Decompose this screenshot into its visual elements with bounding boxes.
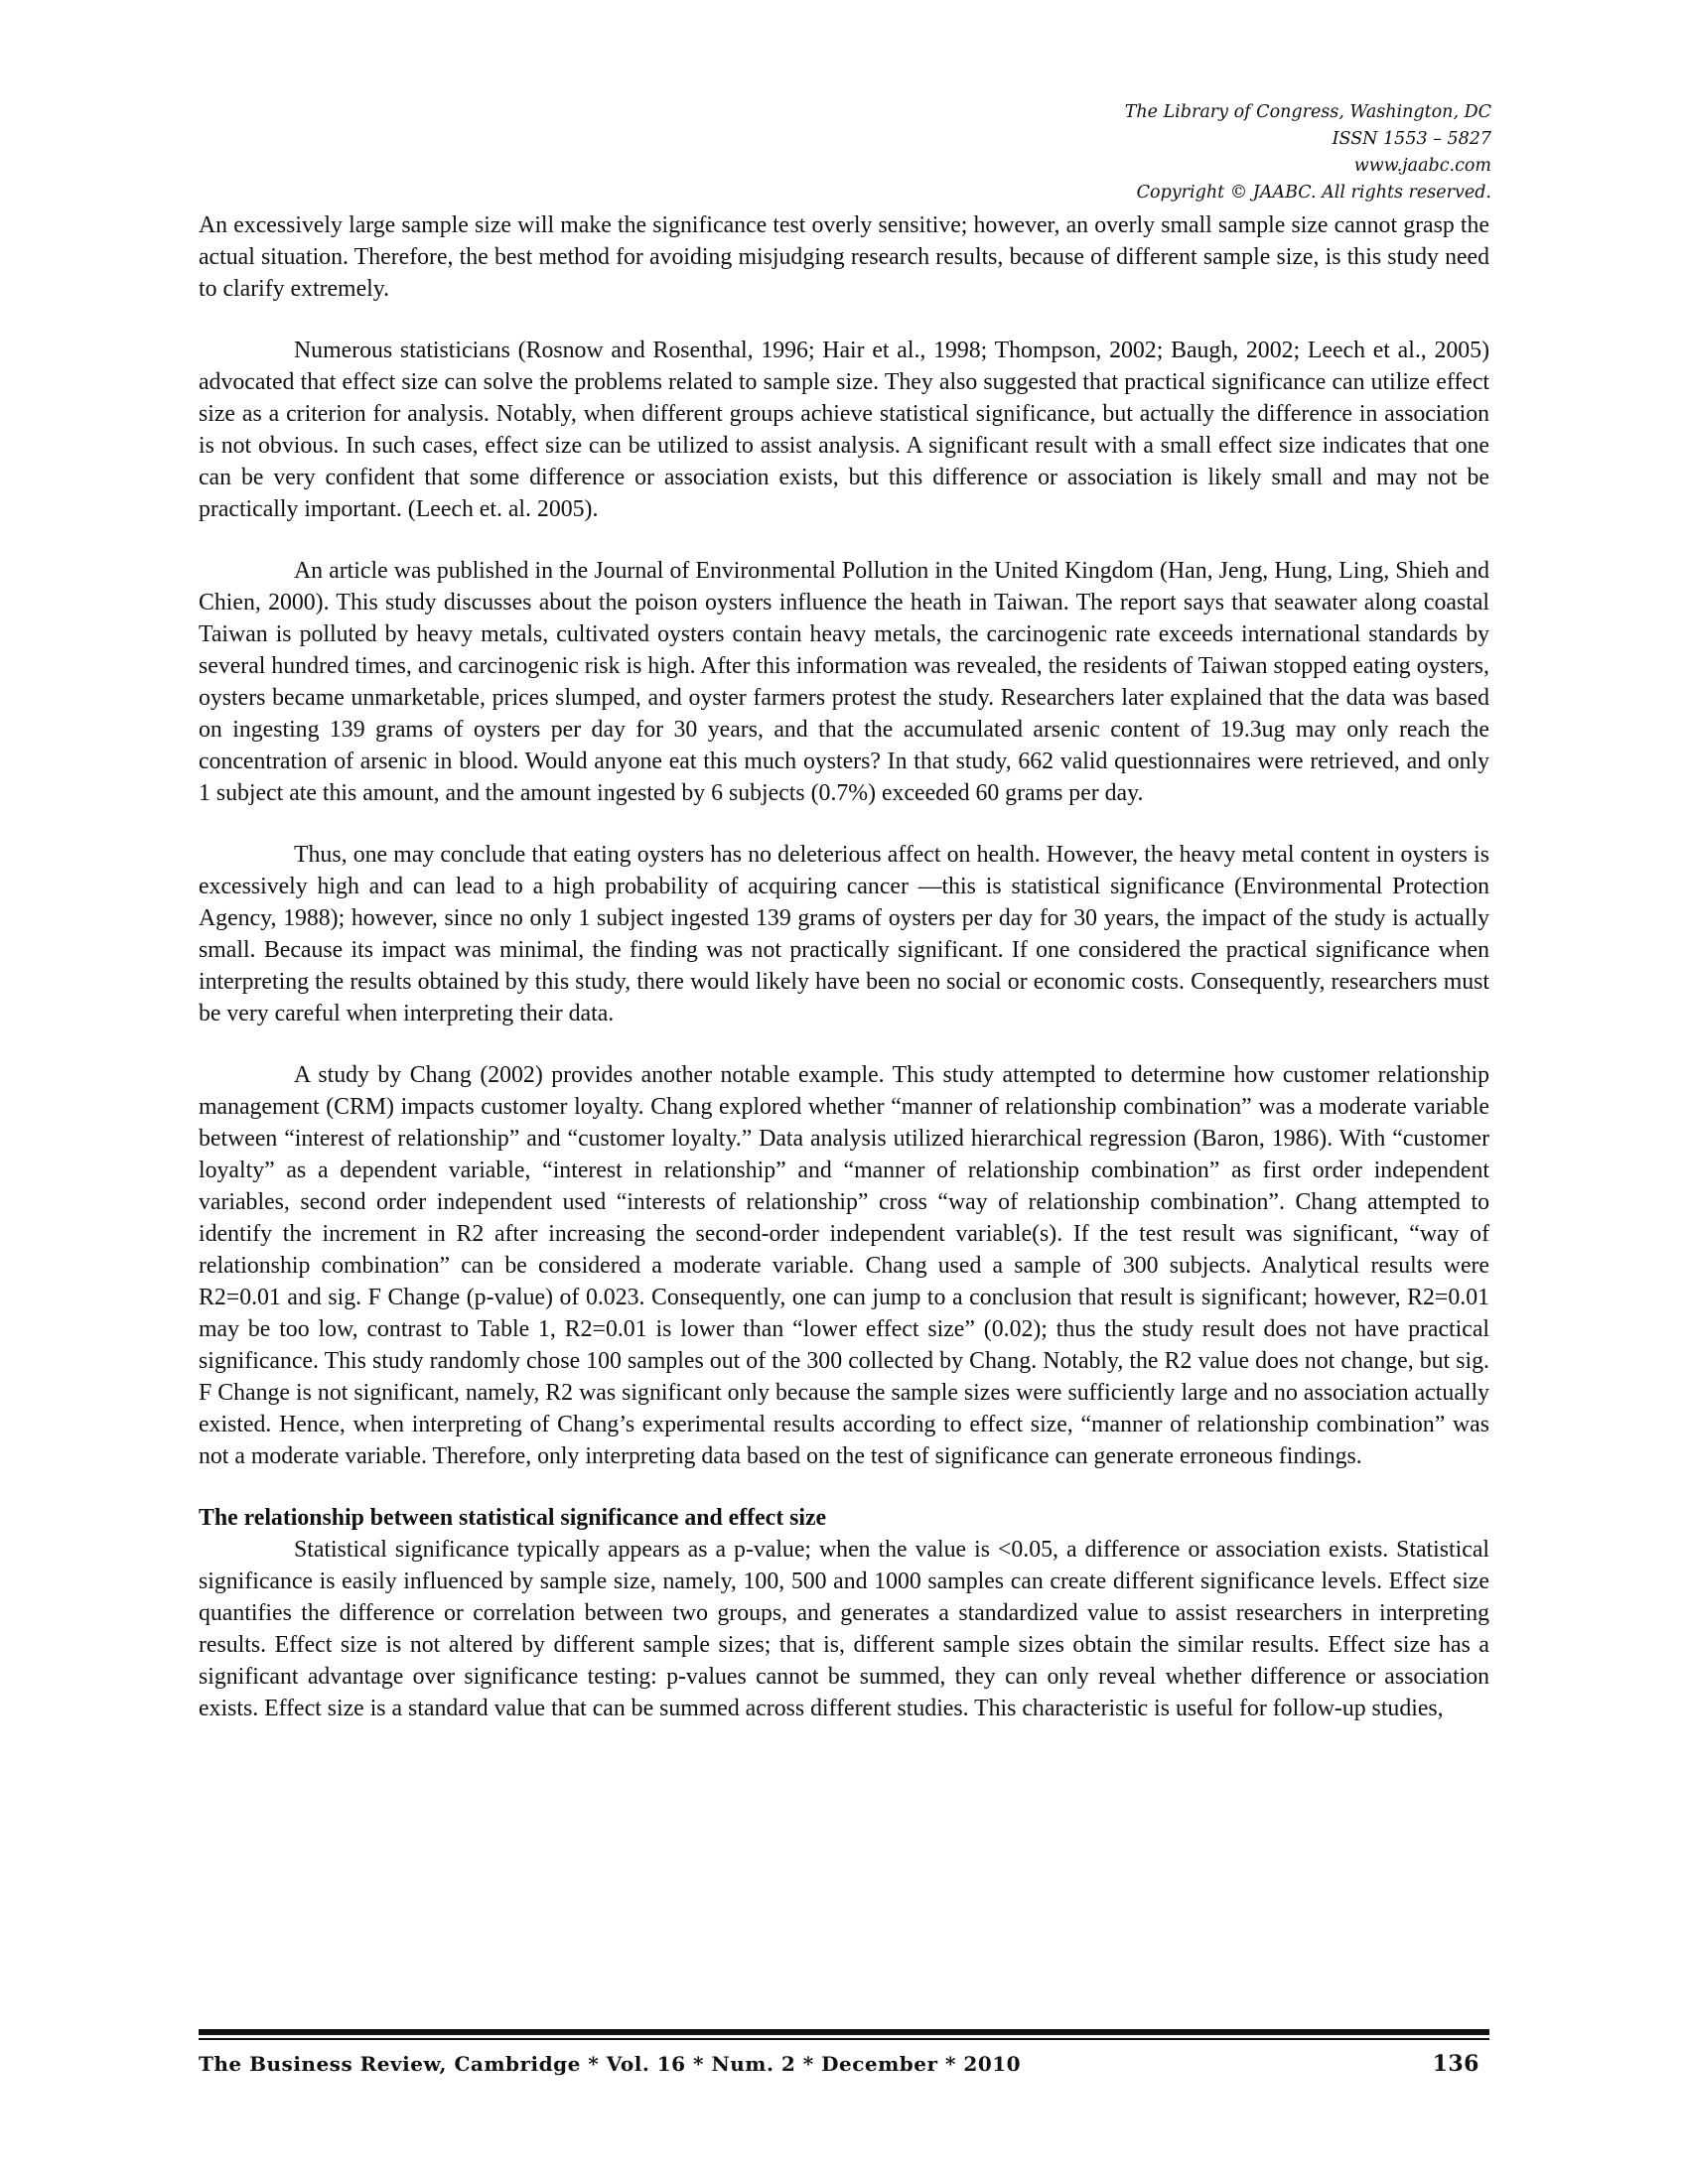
- article-body: [199, 209, 1489, 1754]
- page-footer: [199, 2051, 1489, 2077]
- footer-journal-citation: The Business Review, Cambridge * Vol. 16 * Num. 2 * December * 2010: [199, 2052, 1022, 2076]
- page-header: [1125, 99, 1491, 206]
- footer-rule: [199, 2038, 1489, 2040]
- paragraph: Statistical significance typically appears as a p-value; when the value is <0.05, a difference or association exists. Statistical significance is easily influenced by sample size, namely, 100, 500 and 1000 samples can create different significance levels. Effect size quantifies the difference or correlation between two groups, and generates a standardized value to assist researchers in interpreting results. Effect size is not altered by different sample sizes; that is, different sample sizes obtain the similar results. Effect size has a significant advantage over significance testing: p-values cannot be summed, they can only reveal whether difference or association exists. Effect size is a standard value that can be summed across different studies. This characteristic is useful for follow-up studies,: [199, 1537, 1489, 1721]
- paragraph: Thus, one may conclude that eating oysters has no deleterious affect on health. However, the heavy metal content in oysters is excessively high and can lead to a high probability of acquiring cancer —this is statistical significance (Environmental Protection Agency, 1988); however, since no only 1 subject ingested 139 grams of oysters per day for 30 years, the impact of the study is actually small. Because its impact was minimal, the finding was not practically significant. If one considered the practical significance when interpreting the results obtained by this study, there would likely have been no social or economic costs. Consequently, researchers must be very careful when interpreting their data.: [199, 842, 1489, 1026]
- section-heading: The relationship between statistical significance and effect size: [199, 1505, 827, 1531]
- header-publisher: The Library of Congress, Washington, DC: [1124, 102, 1491, 122]
- paragraph: An excessively large sample size will make the significance test overly sensitive; however, an overly small sample size cannot grasp the actual situation. Therefore, the best method for avoiding misjudging research results, because of different sample size, is this study need to clarify extremely.: [199, 212, 1489, 302]
- header-copyright: Copyright © JAABC. All rights reserved.: [1136, 183, 1491, 203]
- page-number: 136: [1432, 2051, 1479, 2077]
- header-issn: ISSN 1553 – 5827: [1332, 129, 1491, 149]
- paragraph: Numerous statisticians (Rosnow and Rosenthal, 1996; Hair et al., 1998; Thompson, 2002; Baugh, 2002; Leech et al., 2005) advocated that effect size can solve the problems related to sample size. They also suggested that practical significance can utilize effect size as a criterion for analysis. Notably, when different groups achieve statistical significance, but actually the difference in association is not obvious. In such cases, effect size can be utilized to assist analysis. A significant result with a small effect size indicates that one can be very confident that some difference or association exists, but this difference or association is likely small and may not be practically important. (Leech et. al. 2005).: [199, 338, 1489, 522]
- footer-rule: [199, 2029, 1489, 2035]
- paragraph: A study by Chang (2002) provides another notable example. This study attempted to determine how customer relationship management (CRM) impacts customer loyalty. Chang explored whether “manner of relationship combination” was a moderate variable between “interest of relationship” and “customer loyalty.” Data analysis utilized hierarchical regression (Baron, 1986). With “customer loyalty” as a dependent variable, “interest in relationship” and “manner of relationship combination” as first order independent variables, second order independent used “interests of relationship” cross “way of relationship combination”. Chang attempted to identify the increment in R2 after increasing the second-order independent variable(s). If the test result was significant, “way of relationship combination” can be considered a moderate variable. Chang used a sample of 300 subjects. Analytical results were R2=0.01 and sig. F Change (p-value) of 0.023. Consequently, one can jump to a conclusion that result is significant; however, R2=0.01 may be too low, contrast to Table 1, R2=0.01 is lower than “lower effect size” (0.02); thus the study result does not have practical significance. This study randomly chose 100 samples out of the 300 collected by Chang. Notably, the R2 value does not change, but sig. F Change is not significant, namely, R2 was significant only because the sample sizes were sufficiently large and no association actually existed. Hence, when interpreting of Chang’s experimental results according to effect size, “manner of relationship combination” was not a moderate variable. Therefore, only interpreting data based on the test of significance can generate erroneous findings.: [199, 1062, 1489, 1469]
- paragraph: An article was published in the Journal of Environmental Pollution in the United Kingdom (Han, Jeng, Hung, Ling, Shieh and Chien, 2000). This study discusses about the poison oysters influence the heath in Taiwan. The report says that seawater along coastal Taiwan is polluted by heavy metals, cultivated oysters contain heavy metals, the carcinogenic rate exceeds international standards by several hundred times, and carcinogenic risk is high. After this information was revealed, the residents of Taiwan stopped eating oysters, oysters became unmarketable, prices slumped, and oyster farmers protest the study. Researchers later explained that the data was based on ingesting 139 grams of oysters per day for 30 years, and that the accumulated arsenic content of 19.3ug may only reach the concentration of arsenic in blood. Would anyone eat this much oysters? In that study, 662 valid questionnaires were retrieved, and only 1 subject ate this amount, and the amount ingested by 6 subjects (0.7%) exceeded 60 grams per day.: [199, 558, 1489, 806]
- header-website: www.jaabc.com: [1353, 156, 1491, 176]
